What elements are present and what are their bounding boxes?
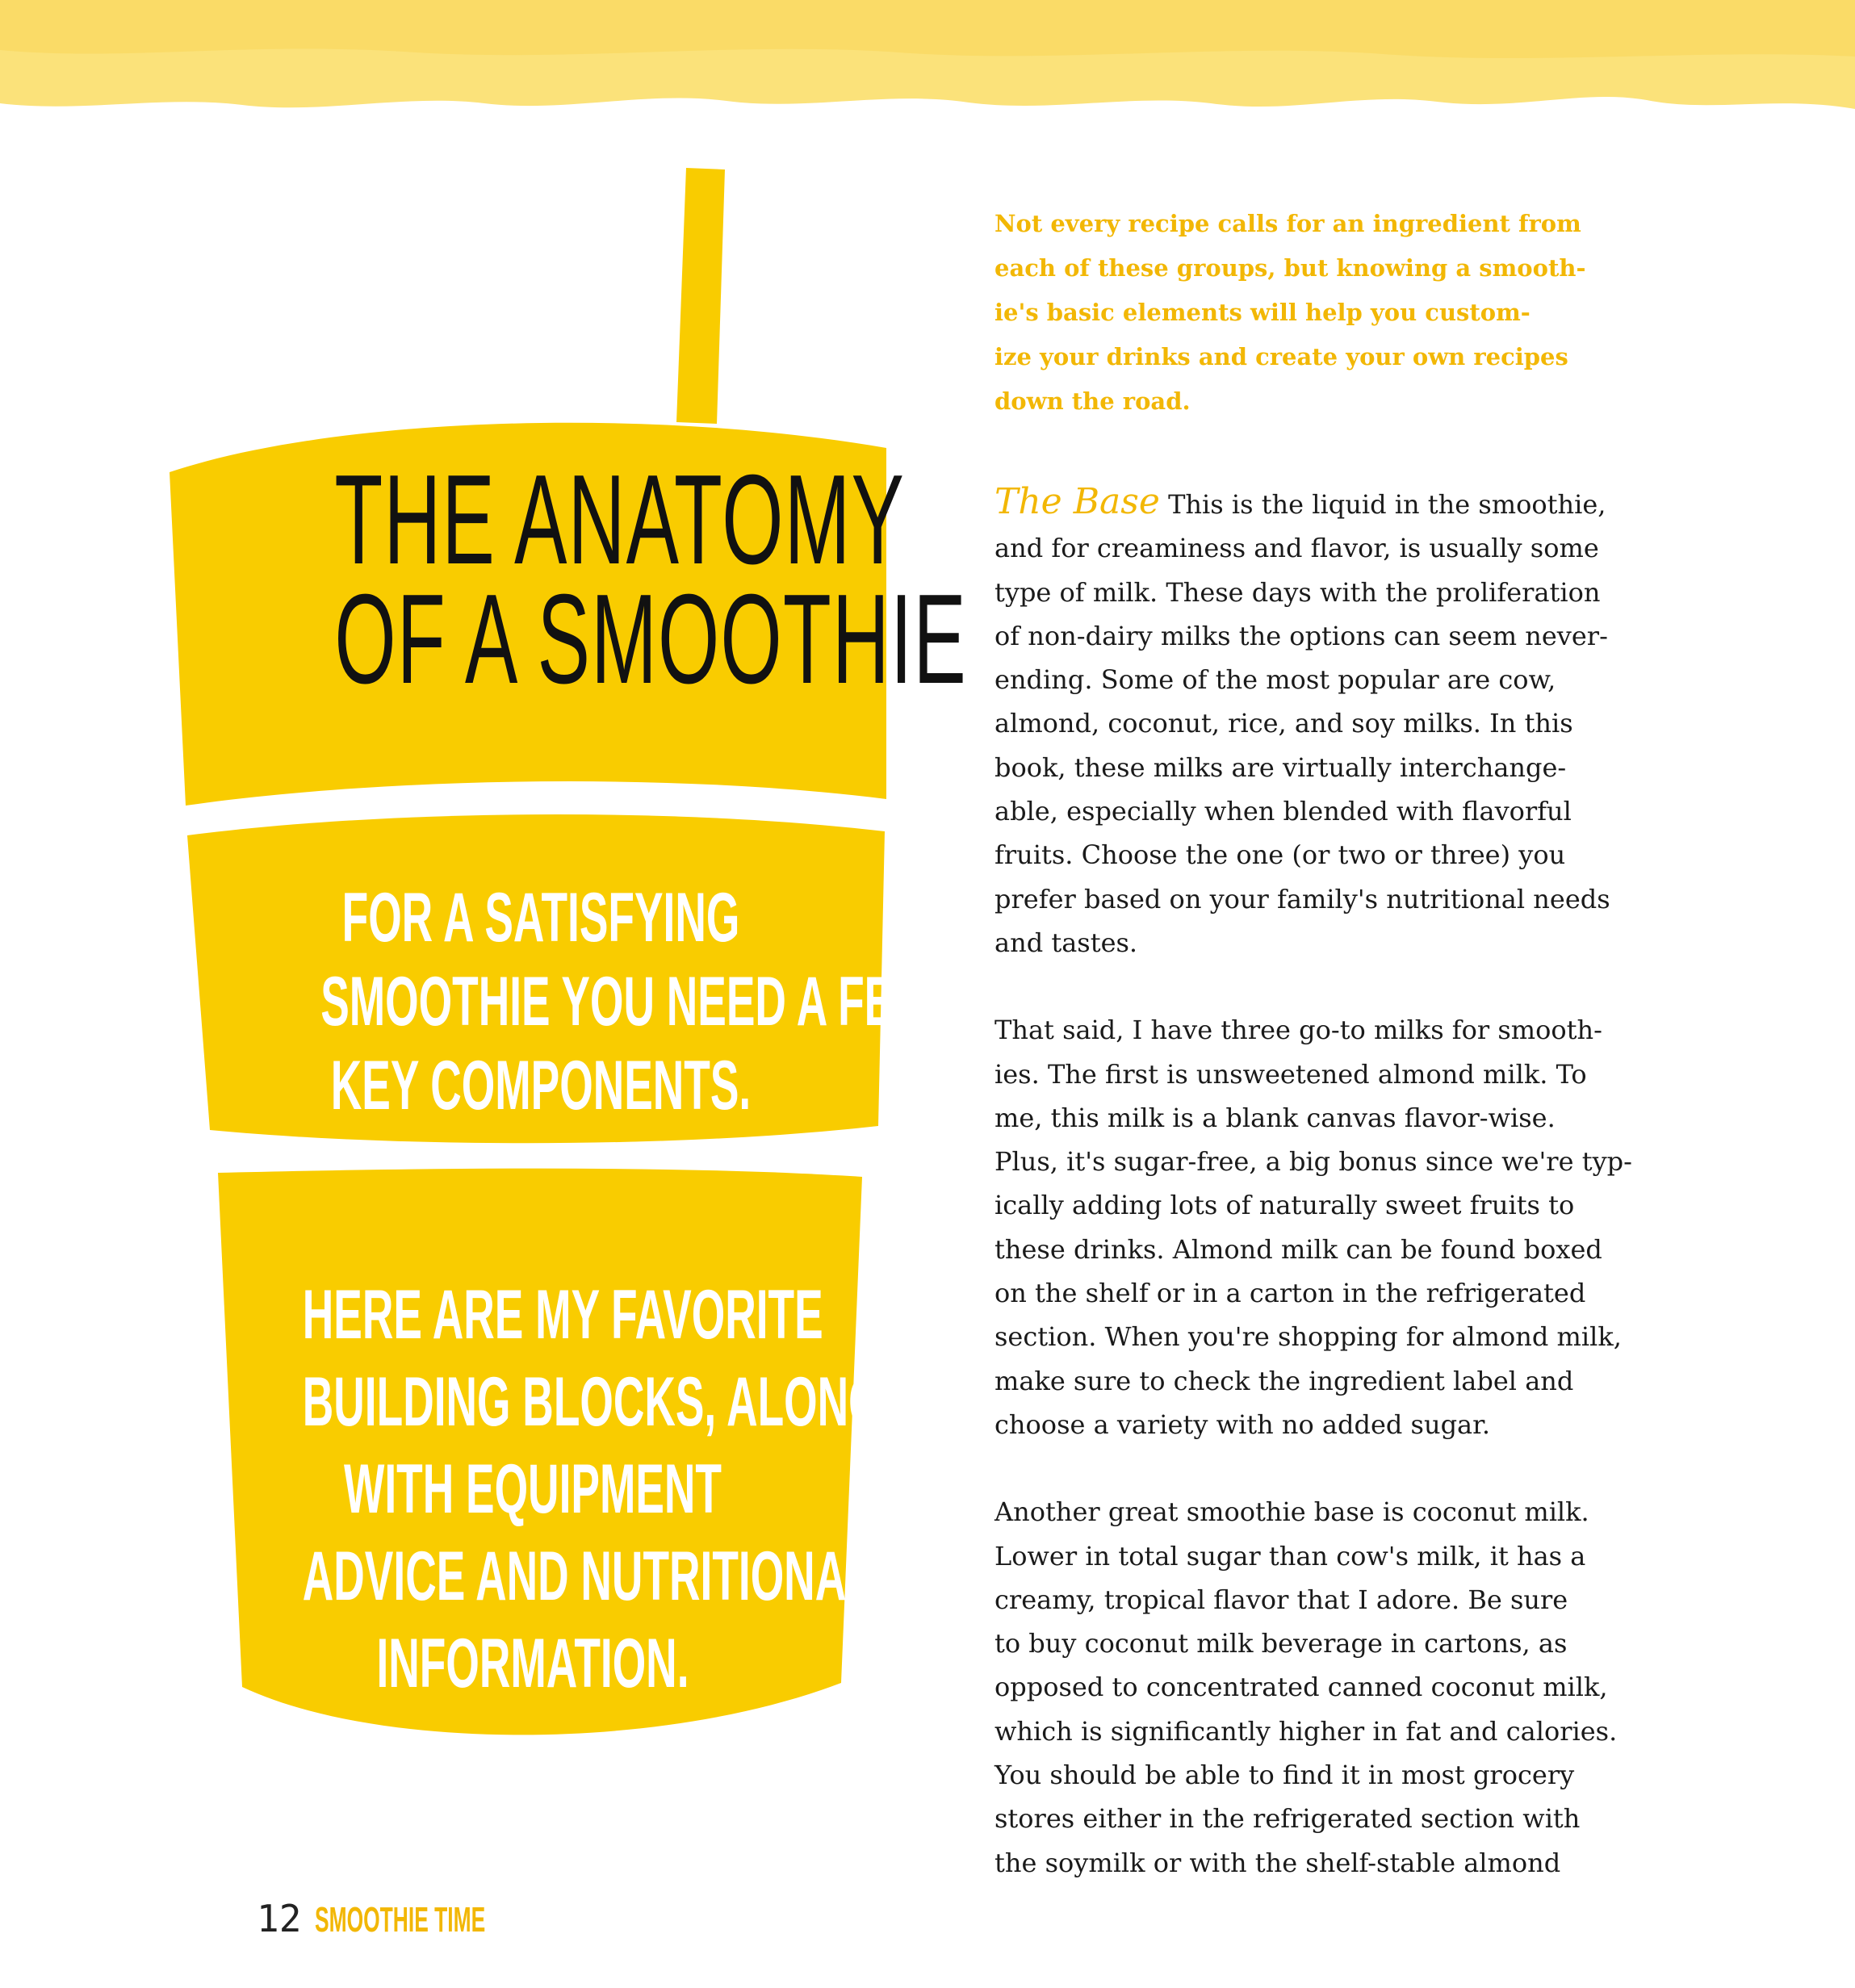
- straw-shape: [676, 168, 725, 424]
- body-line: opposed to concentrated canned coconut milk,: [994, 1672, 1608, 1703]
- body-line: ies. The first is unsweetened almond milk. To: [994, 1058, 1587, 1090]
- body-line: Another great smoothie base is coconut milk.: [994, 1496, 1589, 1528]
- base-first-line: [994, 480, 1673, 526]
- body-line: on the shelf or in a carton in the refrigerated: [994, 1278, 1586, 1309]
- page-number: 12: [257, 1897, 302, 1940]
- components-line-3: KEY COMPONENTS.: [330, 1047, 752, 1124]
- body-line: of non-dairy milks the options can seem never-: [994, 620, 1608, 651]
- running-section-name: SMOOTHIE TIME: [315, 1900, 486, 1940]
- body-line: me, this milk is a blank canvas flavor-wise.: [994, 1102, 1556, 1133]
- building-blocks-blurb: [302, 1271, 882, 1707]
- body-line: That said, I have three go-to milks for smooth-: [994, 1015, 1602, 1046]
- page-footer: [257, 1897, 599, 1940]
- blocks-line-4: ADVICE AND NUTRITIONAL: [302, 1538, 873, 1615]
- body-line: ending. Some of the most popular are cow,: [994, 664, 1556, 696]
- intro-line: each of these groups, but knowing a smooth-: [994, 254, 1586, 282]
- body-line: and for creaminess and flavor, is usually some: [994, 533, 1599, 564]
- anatomy-heading: [334, 449, 967, 710]
- body-line: prefer based on your family's nutritional needs: [994, 883, 1610, 914]
- body-line: choose a variety with no added sugar.: [994, 1408, 1491, 1440]
- heading-line-1: THE ANATOMY: [334, 449, 906, 591]
- almond-milk-paragraph: [994, 1008, 1673, 1446]
- blocks-line-3: WITH EQUIPMENT: [343, 1450, 722, 1528]
- body-line: the soymilk or with the shelf-stable almond: [994, 1847, 1561, 1878]
- blocks-line-1: HERE ARE MY FAVORITE: [302, 1276, 823, 1354]
- base-label: The Base: [994, 481, 1160, 522]
- heading-line-2: OF A SMOOTHIE: [334, 568, 967, 710]
- body-line: these drinks. Almond milk can be found boxed: [994, 1233, 1602, 1265]
- intro-line: ie's basic elements will help you custom-: [994, 299, 1530, 326]
- body-line: Plus, it's sugar-free, a big bonus since we're typ-: [994, 1146, 1632, 1178]
- components-line-1: FOR A SATISFYING: [341, 879, 740, 956]
- body-line: and tastes.: [994, 927, 1138, 958]
- body-line: which is significantly higher in fat and calories.: [994, 1715, 1618, 1747]
- intro-line: down the road.: [994, 387, 1191, 415]
- base-paragraph: [994, 480, 1673, 965]
- intro-line: Not every recipe calls for an ingredient from: [994, 210, 1581, 237]
- body-column: [994, 202, 1673, 1928]
- intro-paragraph: [994, 202, 1673, 424]
- body-line: able, especially when blended with flavorful: [994, 796, 1572, 827]
- body-line: You should be able to find it in most grocery: [994, 1760, 1575, 1791]
- body-line: creamy, tropical flavor that I adore. Be sure: [994, 1584, 1568, 1615]
- intro-line: ize your drinks and create your own recipes: [994, 343, 1568, 370]
- body-line: section. When you're shopping for almond milk,: [994, 1321, 1622, 1353]
- body-line: stores either in the refrigerated section with: [994, 1803, 1581, 1835]
- body-line: type of milk. These days with the proliferation: [994, 576, 1601, 608]
- body-line: make sure to check the ingredient label and: [994, 1365, 1574, 1396]
- components-blurb: [320, 876, 934, 1128]
- body-line: Lower in total sugar than cow's milk, it has a: [994, 1540, 1586, 1572]
- body-line: book, these milks are virtually interchange-: [994, 751, 1567, 783]
- body-line: fruits. Choose the one (or two or three) you: [994, 839, 1566, 871]
- base-first-line-text: This is the liquid in the smoothie,: [1168, 489, 1606, 520]
- body-line: ically adding lots of naturally sweet fruits to: [994, 1190, 1575, 1221]
- blocks-line-2: BUILDING BLOCKS, ALONG: [302, 1363, 882, 1441]
- blocks-line-5: INFORMATION.: [376, 1625, 689, 1702]
- coconut-milk-paragraph: [994, 1490, 1673, 1885]
- body-line: almond, coconut, rice, and soy milks. In this: [994, 708, 1573, 739]
- body-line: to buy coconut milk beverage in cartons, as: [994, 1628, 1568, 1659]
- components-line-2: SMOOTHIE YOU NEED A FEW: [320, 963, 934, 1040]
